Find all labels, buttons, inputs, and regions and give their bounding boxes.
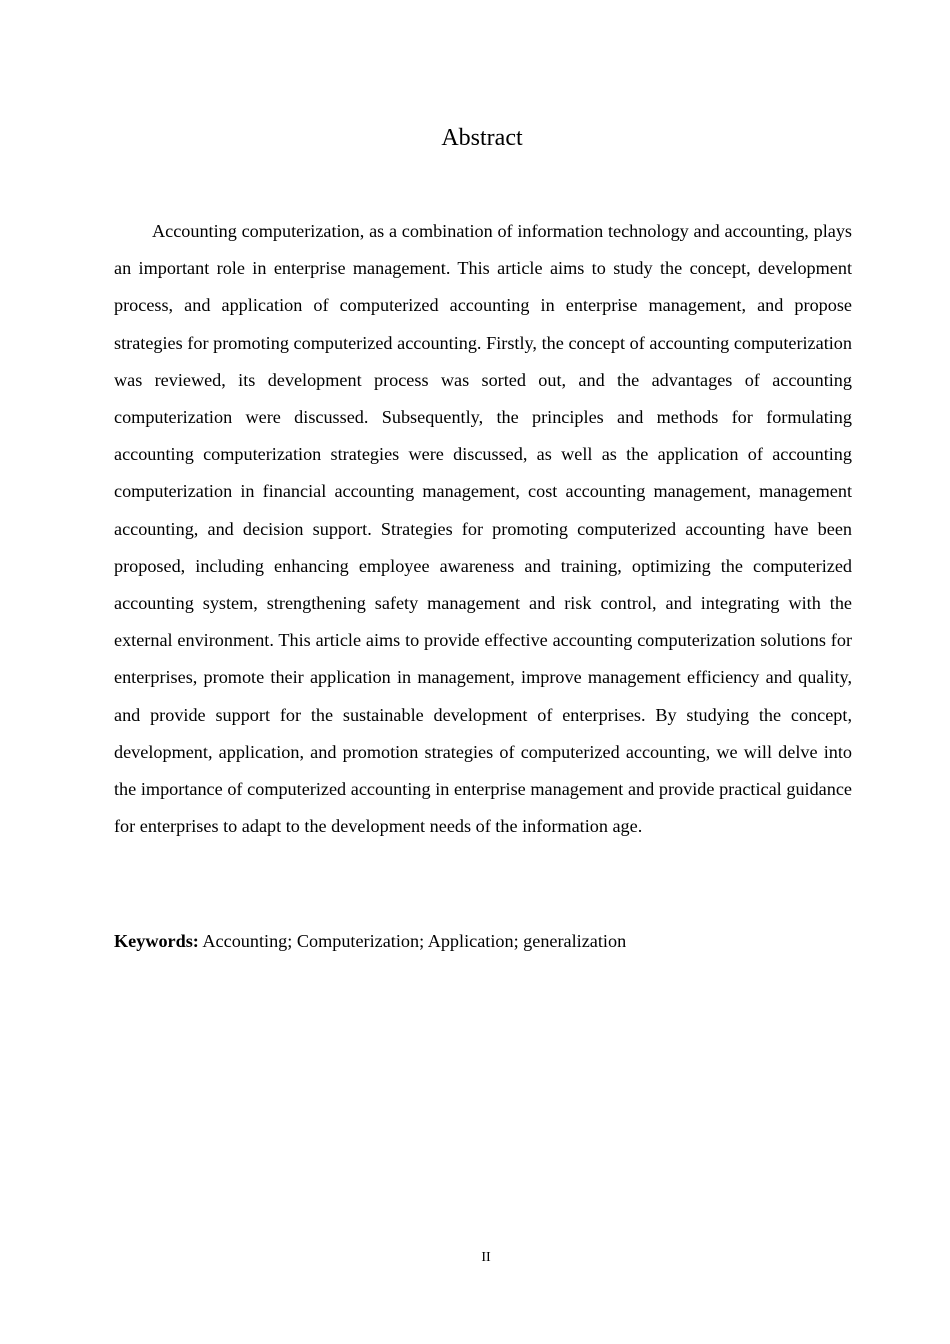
page-title: Abstract: [441, 125, 523, 151]
keywords-label: Keywords:: [114, 931, 199, 951]
keywords-line: [114, 926, 852, 956]
page-number: II: [481, 1250, 491, 1265]
keywords-text: Accounting; Computerization; Application; generalization: [198, 931, 627, 951]
abstract-paragraph: Accounting computerization, as a combination of information technology and accounting, plays an important role in enterprise management. This article aims to study the concept, development process, and application of computerized accounting in enterprise management, and propose strategies for promoting computerized accounting. Firstly, the concept of accounting computerization was reviewed, its development process was sorted out, and the advantages of accounting computerization were discussed. Subsequently, the principles and methods for formulating accounting computerization strategies were discussed, as well as the application of accounting computerization in financial accounting management, cost accounting management, management accounting, and decision support. Strategies for promoting computerized accounting have been proposed, including enhancing employee awareness and training, optimizing the computerized accounting system, strengthening safety management and risk control, and integrating with the external environment. This article aims to provide effective accounting computerization solutions for enterprises, promote their application in management, improve management efficiency and quality, and provide support for the sustainable development of enterprises. By studying the concept, development, application, and promotion strategies of computerized accounting, we will delve into the importance of computerized accounting in enterprise management and provide practical guidance for enterprises to adapt to the development needs of the information age.: [114, 221, 852, 837]
